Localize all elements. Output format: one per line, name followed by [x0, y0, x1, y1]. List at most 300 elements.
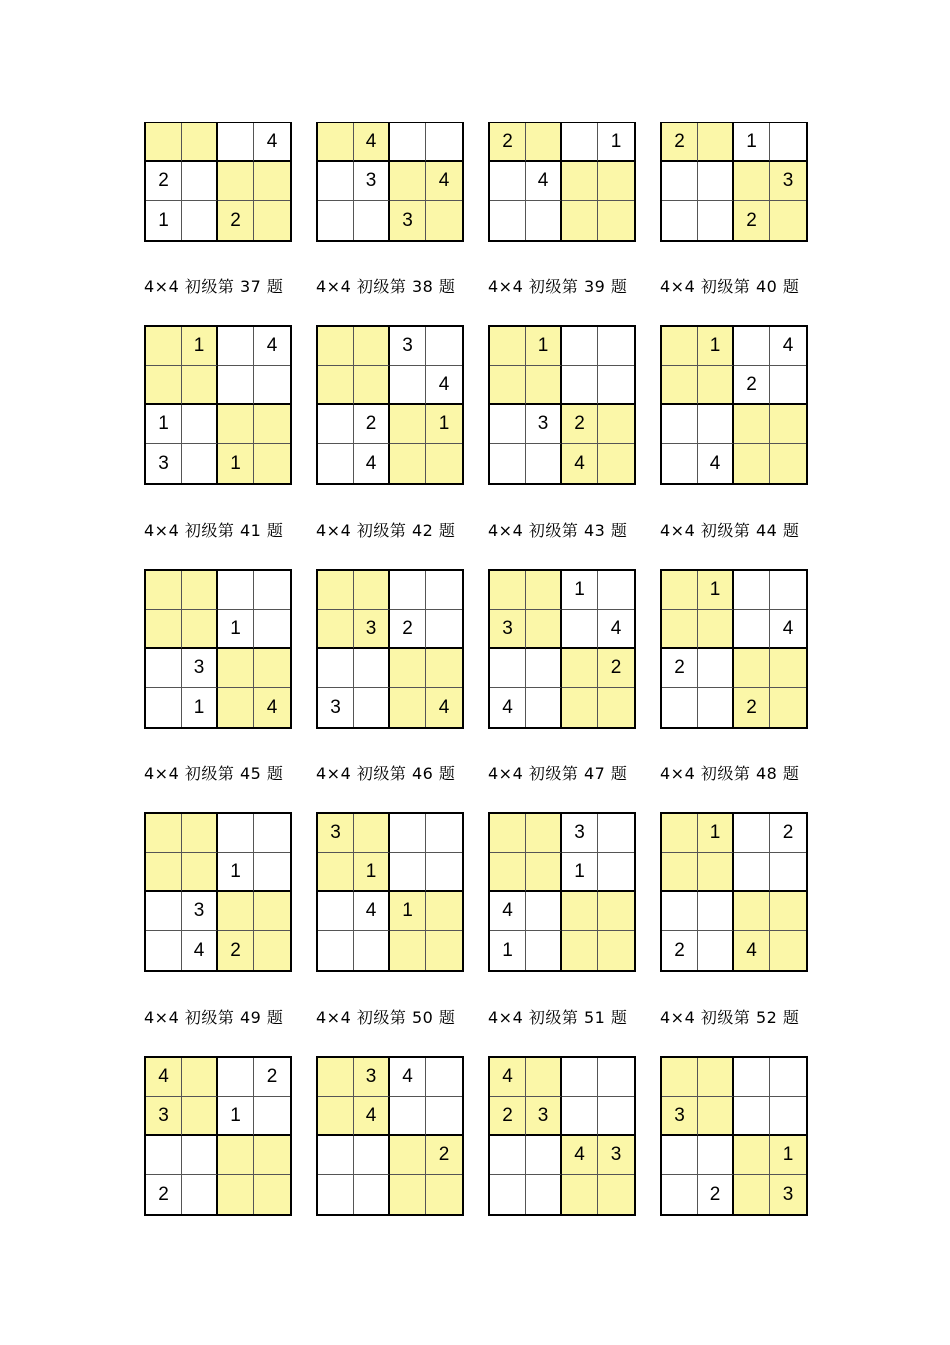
sudoku-puzzle	[144, 519, 292, 729]
sudoku-cell: 3	[562, 814, 598, 853]
sudoku-cell: 4	[354, 123, 390, 162]
sudoku-cell	[734, 1175, 770, 1214]
sudoku-cell	[562, 201, 598, 240]
sudoku-cell	[770, 201, 806, 240]
sudoku-cell: 1	[218, 610, 254, 649]
sudoku-cell: 1	[698, 814, 734, 853]
sudoku-cell: 1	[146, 201, 182, 240]
sudoku-cell	[390, 162, 426, 201]
sudoku-cell	[146, 688, 182, 727]
sudoku-cell	[254, 649, 290, 688]
sudoku-cell: 2	[426, 1136, 462, 1175]
sudoku-cell	[354, 201, 390, 240]
sudoku-puzzle	[316, 762, 464, 972]
sudoku-cell	[598, 1097, 634, 1136]
sudoku-cell	[734, 405, 770, 444]
sudoku-cell	[698, 162, 734, 201]
sudoku-cell: 1	[598, 123, 634, 162]
sudoku-cell	[254, 201, 290, 240]
sudoku-cell: 2	[734, 688, 770, 727]
sudoku-cell	[526, 814, 562, 853]
sudoku-cell	[390, 405, 426, 444]
sudoku-cell	[698, 366, 734, 405]
sudoku-cell	[490, 814, 526, 853]
sudoku-cell	[562, 892, 598, 931]
sudoku-cell	[318, 649, 354, 688]
sudoku-cell	[562, 123, 598, 162]
sudoku-cell	[562, 1175, 598, 1214]
sudoku-cell	[662, 444, 698, 483]
sudoku-cell	[562, 1097, 598, 1136]
sudoku-puzzle	[660, 1006, 808, 1216]
sudoku-cell	[182, 201, 218, 240]
sudoku-cell	[390, 853, 426, 892]
sudoku-cell	[662, 814, 698, 853]
sudoku-cell: 3	[146, 1097, 182, 1136]
sudoku-cell	[318, 571, 354, 610]
puzzle-caption: 4×4 初级第 43 题	[488, 521, 628, 540]
sudoku-cell	[662, 327, 698, 366]
partial-puzzle	[488, 122, 636, 242]
sudoku-cell	[698, 610, 734, 649]
sudoku-grid	[316, 122, 464, 242]
sudoku-cell: 2	[490, 123, 526, 162]
sudoku-cell	[490, 1136, 526, 1175]
sudoku-cell: 1	[182, 327, 218, 366]
sudoku-cell	[562, 931, 598, 970]
sudoku-cell: 4	[354, 1097, 390, 1136]
sudoku-cell	[146, 610, 182, 649]
sudoku-cell	[254, 162, 290, 201]
sudoku-cell: 1	[218, 444, 254, 483]
sudoku-puzzle	[316, 1006, 464, 1216]
sudoku-cell	[598, 892, 634, 931]
sudoku-cell	[218, 327, 254, 366]
sudoku-cell	[770, 444, 806, 483]
sudoku-cell	[426, 201, 462, 240]
sudoku-cell: 3	[354, 610, 390, 649]
sudoku-cell	[390, 688, 426, 727]
sudoku-cell	[698, 688, 734, 727]
sudoku-cell	[254, 366, 290, 405]
sudoku-grid	[488, 325, 636, 485]
sudoku-cell	[734, 1097, 770, 1136]
sudoku-grid	[316, 1056, 464, 1216]
sudoku-cell	[770, 853, 806, 892]
sudoku-cell	[770, 892, 806, 931]
sudoku-cell	[562, 1058, 598, 1097]
sudoku-cell	[490, 853, 526, 892]
sudoku-cell	[662, 892, 698, 931]
sudoku-cell	[426, 1097, 462, 1136]
sudoku-cell: 1	[490, 931, 526, 970]
sudoku-cell	[734, 444, 770, 483]
sudoku-grid	[488, 812, 636, 972]
sudoku-cell	[254, 1136, 290, 1175]
sudoku-cell: 1	[562, 853, 598, 892]
sudoku-cell: 1	[562, 571, 598, 610]
sudoku-cell	[698, 892, 734, 931]
sudoku-cell	[662, 1136, 698, 1175]
sudoku-cell	[354, 688, 390, 727]
sudoku-cell: 1	[146, 405, 182, 444]
sudoku-cell	[734, 814, 770, 853]
sudoku-cell	[318, 1097, 354, 1136]
sudoku-cell	[146, 649, 182, 688]
sudoku-cell	[182, 853, 218, 892]
partial-puzzle	[660, 122, 808, 242]
sudoku-cell	[734, 327, 770, 366]
sudoku-cell	[146, 931, 182, 970]
sudoku-cell	[218, 1136, 254, 1175]
sudoku-cell	[390, 366, 426, 405]
sudoku-cell	[354, 1175, 390, 1214]
partial-puzzle	[144, 122, 292, 242]
puzzle-caption: 4×4 初级第 44 题	[660, 521, 800, 540]
sudoku-cell	[526, 1058, 562, 1097]
sudoku-cell	[218, 162, 254, 201]
sudoku-cell	[390, 814, 426, 853]
sudoku-grid	[144, 812, 292, 972]
sudoku-cell: 4	[354, 444, 390, 483]
sudoku-cell	[662, 1058, 698, 1097]
sudoku-cell: 4	[562, 444, 598, 483]
sudoku-cell	[318, 1175, 354, 1214]
puzzle-caption: 4×4 初级第 42 题	[316, 521, 456, 540]
sudoku-puzzle	[316, 519, 464, 729]
sudoku-cell: 3	[526, 1097, 562, 1136]
sudoku-cell	[146, 814, 182, 853]
sudoku-cell: 2	[698, 1175, 734, 1214]
sudoku-cell: 2	[562, 405, 598, 444]
sudoku-cell	[490, 366, 526, 405]
sudoku-cell	[490, 405, 526, 444]
sudoku-cell: 4	[390, 1058, 426, 1097]
sudoku-puzzle	[488, 762, 636, 972]
sudoku-cell	[354, 1136, 390, 1175]
sudoku-cell	[390, 649, 426, 688]
sudoku-cell	[426, 610, 462, 649]
sudoku-cell	[426, 892, 462, 931]
sudoku-cell	[182, 123, 218, 162]
sudoku-grid	[660, 812, 808, 972]
sudoku-cell	[598, 444, 634, 483]
sudoku-cell	[598, 853, 634, 892]
sudoku-grid	[488, 122, 636, 242]
sudoku-grid	[144, 1056, 292, 1216]
sudoku-cell	[662, 853, 698, 892]
sudoku-cell	[182, 1058, 218, 1097]
sudoku-cell: 4	[426, 688, 462, 727]
sudoku-cell: 4	[734, 931, 770, 970]
sudoku-cell	[770, 1058, 806, 1097]
sudoku-cell: 4	[426, 366, 462, 405]
puzzle-caption: 4×4 初级第 49 题	[144, 1008, 284, 1027]
puzzle-caption: 4×4 初级第 45 题	[144, 764, 284, 783]
sudoku-cell	[734, 1058, 770, 1097]
sudoku-cell	[490, 201, 526, 240]
sudoku-cell	[318, 162, 354, 201]
sudoku-grid	[660, 325, 808, 485]
sudoku-cell: 1	[354, 853, 390, 892]
partial-puzzle	[316, 122, 464, 242]
puzzle-caption: 4×4 初级第 38 题	[316, 277, 456, 296]
sudoku-puzzle	[488, 1006, 636, 1216]
sudoku-cell: 4	[182, 931, 218, 970]
sudoku-cell: 2	[662, 123, 698, 162]
sudoku-cell	[598, 1175, 634, 1214]
sudoku-grid	[144, 122, 292, 242]
puzzle-caption: 4×4 初级第 48 题	[660, 764, 800, 783]
sudoku-cell	[490, 1175, 526, 1214]
sudoku-cell: 3	[354, 1058, 390, 1097]
sudoku-cell	[390, 1097, 426, 1136]
sudoku-cell	[662, 405, 698, 444]
sudoku-cell	[318, 610, 354, 649]
sudoku-cell	[526, 1175, 562, 1214]
sudoku-cell: 1	[526, 327, 562, 366]
sudoku-cell	[526, 649, 562, 688]
puzzle-caption: 4×4 初级第 51 题	[488, 1008, 628, 1027]
sudoku-cell	[526, 571, 562, 610]
sudoku-cell: 2	[218, 201, 254, 240]
sudoku-cell	[734, 1136, 770, 1175]
sudoku-cell	[426, 571, 462, 610]
sudoku-cell	[562, 366, 598, 405]
sudoku-cell	[354, 649, 390, 688]
sudoku-cell	[598, 931, 634, 970]
sudoku-cell	[318, 892, 354, 931]
sudoku-cell: 4	[490, 688, 526, 727]
sudoku-cell	[490, 327, 526, 366]
sudoku-grid	[316, 569, 464, 729]
sudoku-cell	[218, 814, 254, 853]
sudoku-grid	[660, 1056, 808, 1216]
sudoku-cell: 1	[698, 571, 734, 610]
sudoku-grid	[316, 812, 464, 972]
sudoku-cell	[182, 444, 218, 483]
sudoku-cell: 3	[182, 649, 218, 688]
sudoku-cell	[698, 931, 734, 970]
sudoku-cell: 3	[390, 327, 426, 366]
sudoku-puzzle	[660, 275, 808, 485]
sudoku-cell	[146, 366, 182, 405]
sudoku-grid	[144, 325, 292, 485]
sudoku-cell	[146, 853, 182, 892]
sudoku-cell	[770, 1097, 806, 1136]
sudoku-cell	[254, 853, 290, 892]
sudoku-cell	[770, 123, 806, 162]
sudoku-cell	[526, 853, 562, 892]
puzzle-caption: 4×4 初级第 41 题	[144, 521, 284, 540]
sudoku-cell: 4	[770, 327, 806, 366]
sudoku-cell	[734, 610, 770, 649]
sudoku-cell	[426, 931, 462, 970]
sudoku-cell	[254, 1175, 290, 1214]
sudoku-cell	[526, 1136, 562, 1175]
sudoku-cell	[390, 1136, 426, 1175]
sudoku-cell	[354, 327, 390, 366]
sudoku-grid	[144, 569, 292, 729]
sudoku-cell	[318, 327, 354, 366]
sudoku-cell: 3	[182, 892, 218, 931]
sudoku-cell	[770, 571, 806, 610]
sudoku-cell: 2	[254, 1058, 290, 1097]
sudoku-cell	[182, 1136, 218, 1175]
sudoku-cell: 3	[354, 162, 390, 201]
sudoku-puzzle	[488, 519, 636, 729]
sudoku-cell	[770, 366, 806, 405]
sudoku-cell: 2	[598, 649, 634, 688]
sudoku-puzzle	[144, 275, 292, 485]
sudoku-cell	[698, 853, 734, 892]
sudoku-cell	[218, 405, 254, 444]
sudoku-cell: 2	[354, 405, 390, 444]
sudoku-cell	[354, 814, 390, 853]
sudoku-cell	[598, 1058, 634, 1097]
sudoku-cell	[218, 571, 254, 610]
sudoku-cell	[254, 610, 290, 649]
sudoku-cell	[662, 610, 698, 649]
sudoku-cell	[254, 405, 290, 444]
sudoku-cell	[218, 1175, 254, 1214]
sudoku-grid	[316, 325, 464, 485]
sudoku-cell: 3	[598, 1136, 634, 1175]
sudoku-cell	[426, 123, 462, 162]
sudoku-cell: 2	[662, 931, 698, 970]
sudoku-cell	[318, 201, 354, 240]
sudoku-cell: 4	[526, 162, 562, 201]
puzzle-caption: 4×4 初级第 52 题	[660, 1008, 800, 1027]
sudoku-cell: 2	[390, 610, 426, 649]
sudoku-cell: 3	[526, 405, 562, 444]
puzzle-caption: 4×4 初级第 37 题	[144, 277, 284, 296]
sudoku-cell	[390, 123, 426, 162]
sudoku-cell	[354, 931, 390, 970]
sudoku-cell	[770, 405, 806, 444]
sudoku-cell	[254, 444, 290, 483]
sudoku-cell	[526, 892, 562, 931]
sudoku-cell: 4	[254, 327, 290, 366]
sudoku-cell	[562, 162, 598, 201]
sudoku-cell	[526, 688, 562, 727]
sudoku-cell	[390, 931, 426, 970]
sudoku-cell: 3	[390, 201, 426, 240]
sudoku-cell	[598, 366, 634, 405]
sudoku-cell: 1	[390, 892, 426, 931]
sudoku-grid	[488, 1056, 636, 1216]
sudoku-cell: 4	[146, 1058, 182, 1097]
sudoku-puzzle	[660, 762, 808, 972]
puzzle-caption: 4×4 初级第 46 题	[316, 764, 456, 783]
sudoku-cell	[562, 649, 598, 688]
sudoku-cell	[562, 688, 598, 727]
sudoku-cell	[734, 649, 770, 688]
sudoku-cell: 1	[734, 123, 770, 162]
sudoku-cell	[734, 853, 770, 892]
sudoku-cell: 4	[254, 123, 290, 162]
sudoku-cell: 3	[770, 162, 806, 201]
sudoku-cell: 3	[318, 814, 354, 853]
sudoku-cell: 4	[598, 610, 634, 649]
sudoku-cell	[770, 649, 806, 688]
sudoku-cell	[662, 571, 698, 610]
sudoku-cell	[490, 444, 526, 483]
sudoku-cell	[562, 610, 598, 649]
sudoku-cell	[182, 814, 218, 853]
sudoku-cell	[698, 1136, 734, 1175]
sudoku-grid	[488, 569, 636, 729]
sudoku-cell	[598, 814, 634, 853]
sudoku-cell	[354, 571, 390, 610]
sudoku-cell	[426, 444, 462, 483]
sudoku-cell	[318, 1136, 354, 1175]
sudoku-cell: 1	[218, 1097, 254, 1136]
sudoku-cell	[698, 649, 734, 688]
sudoku-cell	[598, 201, 634, 240]
sudoku-cell	[318, 123, 354, 162]
sudoku-cell	[182, 162, 218, 201]
sudoku-cell	[354, 366, 390, 405]
sudoku-cell	[146, 123, 182, 162]
sudoku-cell	[254, 1097, 290, 1136]
sudoku-cell: 1	[218, 853, 254, 892]
sudoku-cell: 4	[490, 1058, 526, 1097]
sudoku-cell	[182, 405, 218, 444]
sudoku-cell	[390, 444, 426, 483]
sudoku-cell: 1	[770, 1136, 806, 1175]
sudoku-cell	[490, 162, 526, 201]
sudoku-cell: 4	[426, 162, 462, 201]
sudoku-cell	[218, 649, 254, 688]
sudoku-cell: 2	[662, 649, 698, 688]
sudoku-cell	[698, 123, 734, 162]
sudoku-cell: 1	[182, 688, 218, 727]
sudoku-cell: 2	[490, 1097, 526, 1136]
sudoku-cell	[218, 123, 254, 162]
sudoku-cell: 3	[490, 610, 526, 649]
sudoku-cell: 1	[698, 327, 734, 366]
sudoku-cell	[526, 610, 562, 649]
puzzle-caption: 4×4 初级第 50 题	[316, 1008, 456, 1027]
sudoku-cell	[662, 366, 698, 405]
sudoku-cell	[698, 1097, 734, 1136]
sudoku-cell	[598, 405, 634, 444]
puzzle-caption: 4×4 初级第 39 题	[488, 277, 628, 296]
sudoku-cell: 4	[698, 444, 734, 483]
sudoku-cell	[318, 366, 354, 405]
sudoku-cell	[390, 1175, 426, 1214]
sudoku-cell: 2	[146, 162, 182, 201]
sudoku-cell	[254, 931, 290, 970]
sudoku-cell	[490, 649, 526, 688]
sudoku-cell	[182, 1097, 218, 1136]
sudoku-cell	[318, 444, 354, 483]
sudoku-cell	[662, 201, 698, 240]
sudoku-cell	[562, 327, 598, 366]
sudoku-cell	[662, 688, 698, 727]
sudoku-cell	[426, 853, 462, 892]
sudoku-cell	[526, 201, 562, 240]
sudoku-cell	[218, 1058, 254, 1097]
sudoku-cell: 3	[662, 1097, 698, 1136]
sudoku-cell	[218, 892, 254, 931]
sudoku-cell	[770, 931, 806, 970]
sudoku-cell	[526, 123, 562, 162]
sudoku-cell: 3	[146, 444, 182, 483]
sudoku-cell	[734, 892, 770, 931]
sudoku-cell	[254, 571, 290, 610]
